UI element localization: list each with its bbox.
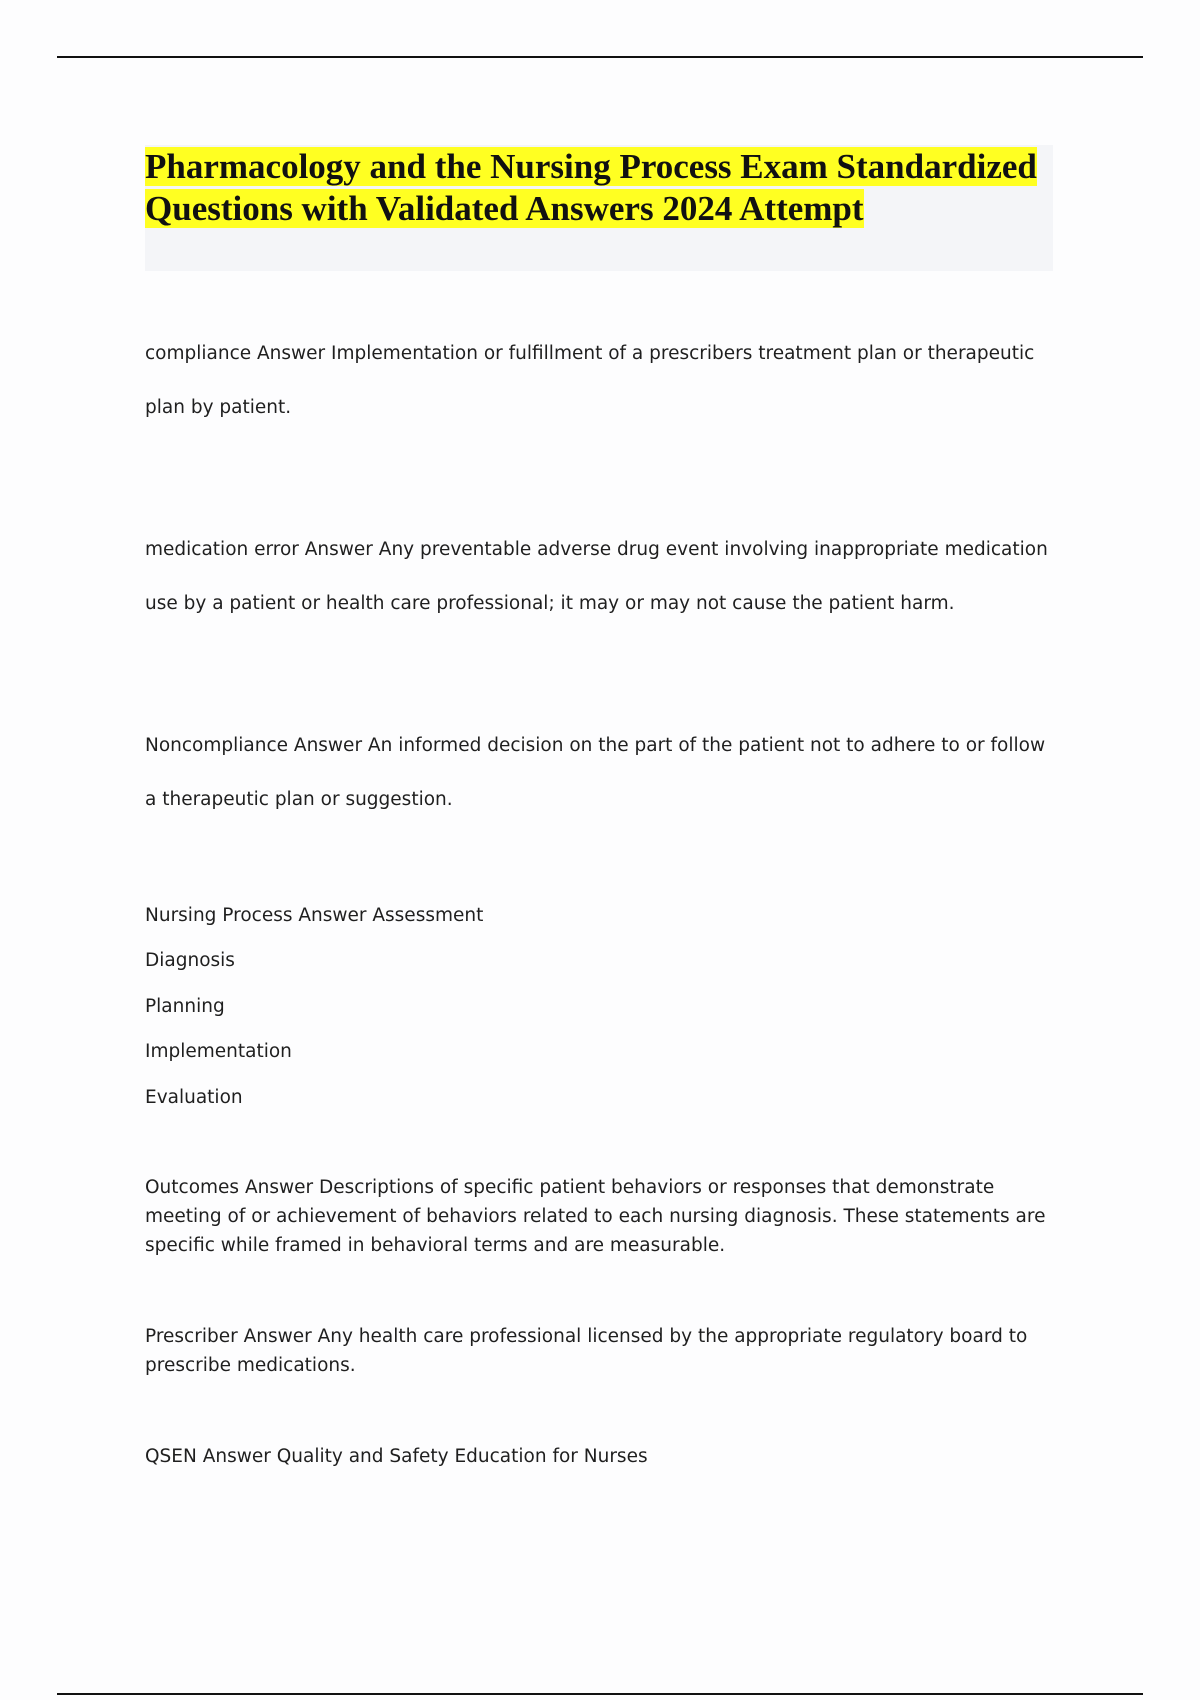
list-item: Planning bbox=[145, 996, 225, 1017]
entry-prescriber: Prescriber Answer Any health care professional licensed by the appropriate regulatory board to prescribe medications. bbox=[145, 1326, 1028, 1376]
bottom-rule bbox=[57, 1693, 1143, 1695]
title-highlight: Pharmacology and the Nursing Process Exam Standardized Questions with Validated Answers 2024 Attempt bbox=[145, 147, 1037, 228]
entry-compliance: compliance Answer Implementation or fulfillment of a prescribers treatment plan or therapeutic plan by patient. bbox=[145, 343, 1035, 418]
entry-qsen: QSEN Answer Quality and Safety Education for Nurses bbox=[145, 1446, 648, 1467]
list-item: Diagnosis bbox=[145, 950, 235, 971]
list-item: Evaluation bbox=[145, 1087, 243, 1108]
document-title bbox=[145, 146, 1045, 230]
list-item: Implementation bbox=[145, 1041, 292, 1062]
entry-nursing-process: Nursing Process Answer Assessment bbox=[145, 905, 484, 926]
top-rule bbox=[57, 56, 1143, 58]
entry-outcomes: Outcomes Answer Descriptions of specific patient behaviors or responses that demonstrate meeting of or achievement of behaviors related to each nursing diagnosis. These statements are specific while framed in behavioral terms and are measurable. bbox=[145, 1177, 1046, 1256]
entry-medication-error: medication error Answer Any preventable adverse drug event involving inappropriate medication use by a patient or health care professional; it may or may not cause the patient harm. bbox=[145, 539, 1048, 614]
entry-noncompliance: Noncompliance Answer An informed decision on the part of the patient not to adhere to or follow a therapeutic plan or suggestion. bbox=[145, 735, 1046, 810]
